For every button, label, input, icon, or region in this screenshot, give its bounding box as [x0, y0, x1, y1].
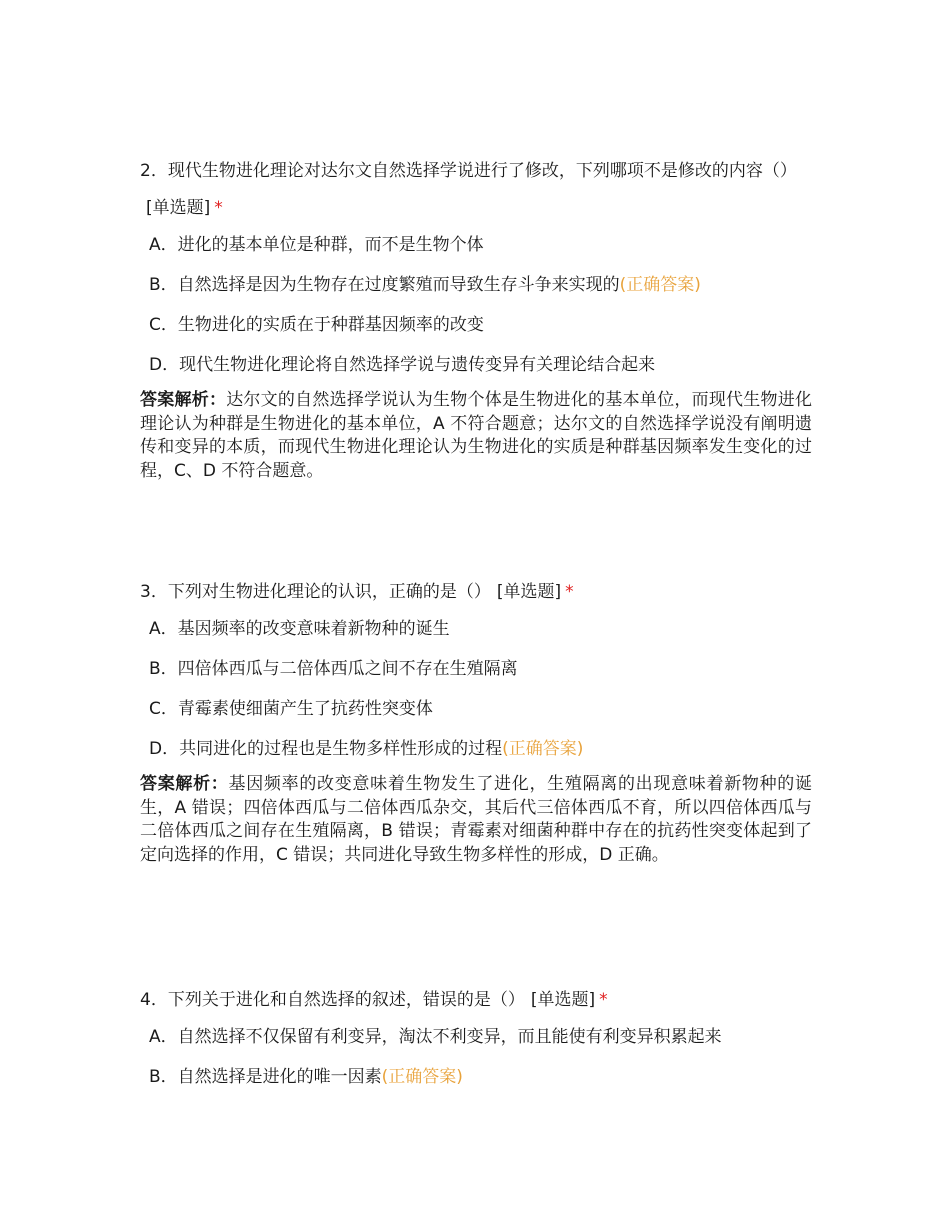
option-list [140, 233, 812, 377]
question-text: 下列对生物进化理论的认识，正确的是（） [167, 582, 491, 602]
required-mark: * [565, 582, 574, 602]
option-text: 进化的基本单位是种群，而不是生物个体 [177, 235, 484, 255]
correct-answer-label: (正确答案) [619, 275, 701, 295]
question-type: [单选题] [496, 582, 562, 602]
answer-analysis [140, 773, 812, 867]
option-text: 自然选择不仅保留有利变异，淘汰不利变异，而且能使有利变异积累起来 [177, 1027, 722, 1047]
option-letter: A [149, 235, 161, 255]
option-text: 共同进化的过程也是生物多样性形成的过程 [179, 739, 503, 759]
option-text: 基因频率的改变意味着新物种的诞生 [177, 619, 450, 639]
question-number: 4 [140, 990, 151, 1010]
option-a[interactable]: A．基因频率的改变意味着新物种的诞生 [149, 619, 450, 639]
question-text: 现代生物进化理论对达尔文自然选择学说进行了修改，下列哪项不是修改的内容（） [167, 161, 797, 181]
option-a[interactable]: A．进化的基本单位是种群，而不是生物个体 [149, 235, 484, 255]
question-2 [140, 153, 812, 483]
option-letter: C [149, 315, 161, 335]
analysis-label: 答案解析： [140, 390, 227, 410]
option-c[interactable]: C．青霉素使细菌产生了抗药性突变体 [149, 699, 433, 719]
required-mark: * [214, 198, 223, 218]
option-text: 青霉素使细菌产生了抗药性突变体 [177, 699, 433, 719]
option-text: 现代生物进化理论将自然选择学说与遗传变异有关理论结合起来 [179, 355, 656, 375]
question-title: 3．下列对生物进化理论的认识，正确的是（） [单选题] * [140, 582, 574, 602]
correct-answer-label: (正确答案) [502, 739, 584, 759]
question-number: 3 [140, 582, 151, 602]
option-a[interactable]: A．自然选择不仅保留有利变异，淘汰不利变异，而且能使有利变异积累起来 [149, 1027, 722, 1047]
option-c[interactable]: C．生物进化的实质在于种群基因频率的改变 [149, 315, 484, 335]
option-letter: B [149, 659, 161, 679]
option-letter: D [149, 739, 163, 759]
option-list [140, 617, 812, 761]
question-title: 2．现代生物进化理论对达尔文自然选择学说进行了修改，下列哪项不是修改的内容（）[单选题] * [140, 161, 797, 218]
option-b[interactable]: B．自然选择是进化的唯一因素(正确答案) [149, 1067, 463, 1087]
analysis-label: 答案解析： [140, 774, 229, 794]
required-mark: * [599, 990, 608, 1010]
option-d[interactable]: D．共同进化的过程也是生物多样性形成的过程(正确答案) [149, 739, 584, 759]
option-letter: B [149, 275, 161, 295]
option-letter: B [149, 1067, 161, 1087]
option-letter: D [149, 355, 163, 375]
option-text: 自然选择是进化的唯一因素 [177, 1067, 382, 1087]
option-text: 四倍体西瓜与二倍体西瓜之间不存在生殖隔离 [177, 659, 518, 679]
analysis-text: 达尔文的自然选择学说认为生物个体是生物进化的基本单位，而现代生物进化理论认为种群是生物进化的基本单位，A 不符合题意；达尔文的自然选择学说没有阐明遗传和变异的本质，而现代生物进化理论认为生物进化的实质是种群基因频率发生变化的过程，C、D 不符合题意。 [140, 390, 813, 481]
question-3 [140, 574, 812, 867]
option-text: 自然选择是因为生物存在过度繁殖而导致生存斗争来实现的 [177, 275, 620, 295]
option-text: 生物进化的实质在于种群基因频率的改变 [177, 315, 484, 335]
question-type: [单选题] [530, 990, 596, 1010]
option-list [140, 1025, 812, 1089]
option-b[interactable]: B．自然选择是因为生物存在过度繁殖而导致生存斗争来实现的(正确答案) [149, 275, 701, 295]
question-type: [单选题] [146, 198, 211, 218]
answer-analysis [140, 389, 812, 483]
option-letter: C [149, 699, 161, 719]
option-letter: A [149, 1027, 161, 1047]
question-number: 2 [140, 161, 151, 181]
question-text: 下列关于进化和自然选择的叙述，错误的是（） [167, 990, 525, 1010]
option-d[interactable]: D．现代生物进化理论将自然选择学说与遗传变异有关理论结合起来 [149, 355, 656, 375]
question-title: 4．下列关于进化和自然选择的叙述，错误的是（） [单选题] * [140, 990, 608, 1010]
option-b[interactable]: B．四倍体西瓜与二倍体西瓜之间不存在生殖隔离 [149, 659, 518, 679]
analysis-text: 基因频率的改变意味着生物发生了进化，生殖隔离的出现意味着新物种的诞生，A 错误；四倍体西瓜与二倍体西瓜杂交，其后代三倍体西瓜不育，所以四倍体西瓜与二倍体西瓜之间存在生殖隔离，B 错误；青霉素对细菌种群中存在的抗药性突变体起到了定向选择的作用，C 错误；共同进化导致生物多样性的形成，D 正确。 [140, 774, 813, 865]
option-letter: A [149, 619, 161, 639]
question-4 [140, 982, 812, 1105]
correct-answer-label: (正确答案) [381, 1067, 463, 1087]
